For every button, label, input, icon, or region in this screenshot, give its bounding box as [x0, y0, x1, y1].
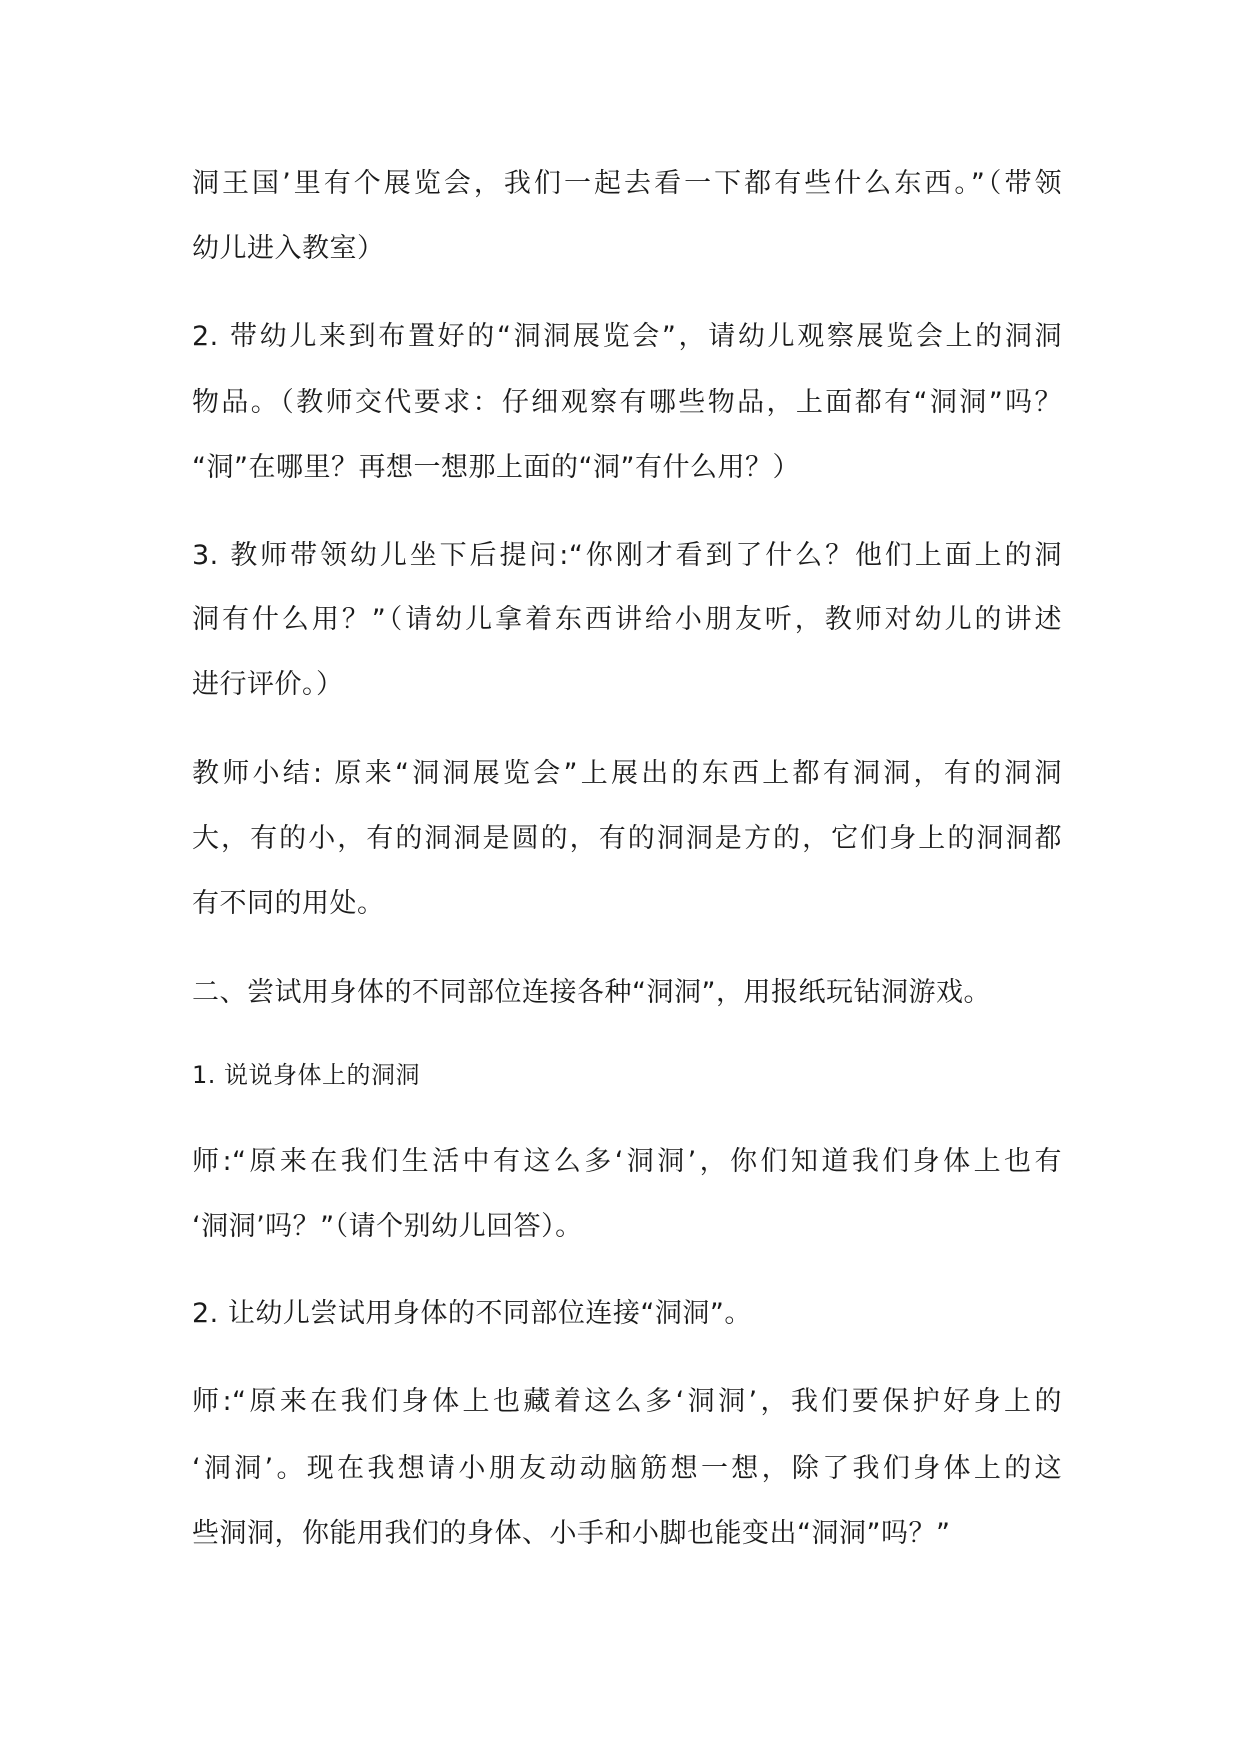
paragraph-line: 大，有的小，有的洞洞是圆的，有的洞洞是方的，它们身上的洞洞都: [192, 823, 1062, 854]
paragraph-line: 2. 让幼儿尝试用身体的不同部位连接“洞洞”。: [192, 1298, 752, 1329]
paragraph-line: 2. 带幼儿来到布置好的“洞洞展览会”，请幼儿观察展览会上的洞洞: [192, 321, 1062, 352]
paragraph-line: 物品。（教师交代要求：仔细观察有哪些物品，上面都有“洞洞”吗？: [192, 387, 1062, 418]
paragraph-line: 师:“原来在我们生活中有这么多‘洞洞’，你们知道我们身体上也有: [192, 1146, 1062, 1177]
paragraph-line: “洞”在哪里？再想一想那上面的“洞”有什么用？）: [192, 452, 800, 483]
subheading: 1. 说说身体上的洞洞: [192, 1061, 421, 1089]
paragraph-line: 幼儿进入教室）: [192, 233, 385, 264]
paragraph-line: ‘洞洞’。现在我想请小朋友动动脑筋想一想，除了我们身体上的这: [192, 1453, 1062, 1484]
paragraph-line: 3. 教师带领幼儿坐下后提问:“你刚才看到了什么？他们上面上的洞: [192, 540, 1062, 571]
paragraph-line: 洞有什么用？”（请幼儿拿着东西讲给小朋友听，教师对幼儿的讲述: [192, 604, 1062, 635]
paragraph-line: ‘洞洞’吗？”（请个别幼儿回答）。: [192, 1211, 583, 1242]
paragraph-line: 教师小结: 原来“洞洞展览会”上展出的东西上都有洞洞，有的洞洞: [192, 758, 1062, 789]
paragraph-line: 进行评价。）: [192, 669, 344, 700]
paragraph-line: 师:“原来在我们身体上也藏着这么多‘洞洞’，我们要保护好身上的: [192, 1386, 1062, 1417]
section-heading: 二、尝试用身体的不同部位连接各种“洞洞”，用报纸玩钻洞游戏。: [192, 977, 991, 1008]
paragraph-line: 些洞洞，你能用我们的身体、小手和小脚也能变出“洞洞”吗？”: [192, 1518, 951, 1549]
paragraph-line: 有不同的用处。: [192, 888, 385, 919]
paragraph-line: 洞王国’里有个展览会，我们一起去看一下都有些什么东西。”（带领: [192, 168, 1062, 199]
